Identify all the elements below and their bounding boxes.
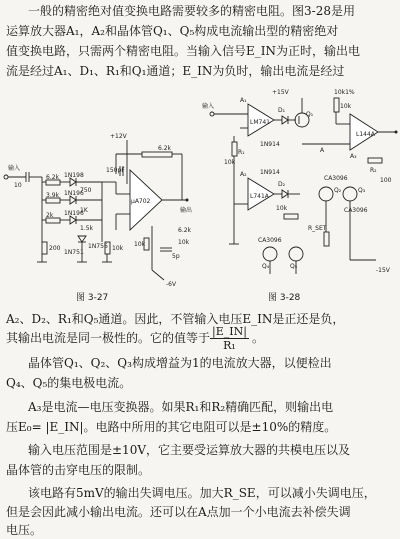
fig27-amp-label: μA702 xyxy=(131,198,151,205)
fig27-t1-label: 750 xyxy=(80,187,92,194)
fig27-r3-label: 2k xyxy=(46,212,54,219)
figure-3-27-schematic xyxy=(2,130,202,296)
fig27-r2-label: 3.9k xyxy=(46,192,60,199)
para4-line2: 压E₀= |E_IN|。电路中所用的其它电阻可以是±10%的精度。 xyxy=(6,420,337,434)
para3-line1: 晶体管Q₁、Q₂、Q₃构成增益为1的电流放大器，以便检出 xyxy=(28,356,332,370)
fig28-d914a-label: 1N914 xyxy=(260,141,280,148)
para2-line1: A₂、D₂、R₁和Q₅通道。因此，不管输入电压E_IN是正还是负， xyxy=(6,312,345,326)
fig27-d4-label: 1N756 xyxy=(88,243,108,250)
fig28-r10k-c: 10k xyxy=(340,103,352,110)
fraction-denominator: R₁ xyxy=(223,339,236,352)
fig28-q4-label: Q₄ xyxy=(262,263,270,270)
para2-fraction xyxy=(210,325,249,352)
para6-line3: 电压。 xyxy=(6,523,43,537)
fig27-output-label: 输出 xyxy=(180,207,193,214)
fig28-r100-label: 100 xyxy=(380,177,392,184)
fig27-r1-label: 6.2k xyxy=(46,174,60,181)
fig27-c1-label: 10 xyxy=(14,182,22,189)
para4-line1: A₃是电流—电压变换器。如果R₁和R₂精确匹配，则输出电 xyxy=(28,400,334,414)
fig28-ca2-label: CA3096 xyxy=(324,175,348,182)
fig28-ca1-label: CA3096 xyxy=(258,237,282,244)
fig27-d2-label: 1N196 xyxy=(64,190,84,197)
fig28-rset-label: R_SET xyxy=(308,225,327,232)
para1-line1: 一般的精密绝对值变换电路需要较多的精密电阻。图3-28是用 xyxy=(28,4,355,18)
fig27-vminus-label: -6V xyxy=(166,281,177,288)
fig27-d1-label: 1N198 xyxy=(64,172,84,179)
fig28-d1-label: D₁ xyxy=(278,107,286,114)
fig27-d3-label: 1N196 xyxy=(64,210,84,217)
fig28-r10k-a: 10k xyxy=(224,159,236,166)
fig28-q5-label: Q₅ xyxy=(290,263,298,270)
para1-line3: 值变换电路，只需两个精密电阻。当输入信号E_IN为正时，输出电 xyxy=(6,44,361,58)
fig28-q3-label: Q₃ xyxy=(358,187,366,194)
fig28-amp1-label: LM741 xyxy=(250,119,270,126)
fig28-caption: 图 3-28 xyxy=(268,293,301,303)
fig28-r1pct-top: 10k1% xyxy=(334,89,355,96)
fig28-ca3-label: CA3096 xyxy=(344,207,368,214)
fig28-r10k-b: 10k xyxy=(276,205,288,212)
fig27-r6-label: 10k xyxy=(112,245,124,252)
fig28-a3-label: A₃ xyxy=(350,153,357,160)
figure-3-28-schematic xyxy=(200,84,400,284)
fig28-amp3-label: L144A xyxy=(356,131,375,138)
fig27-vplus-label: +12V xyxy=(110,133,127,140)
fig28-input-label: 输入 xyxy=(202,103,215,110)
para1-line2: 运算放大器A₁，A₂和晶体管Q₁、Q₅构成电流输出型的精密绝对 xyxy=(6,24,339,38)
fig27-r5-label: 6.2k xyxy=(158,145,172,152)
fig28-vminus-label: -15V xyxy=(376,267,390,274)
fig28-r2-label: R₂ xyxy=(370,167,377,174)
fig28-d2-label: D₂ xyxy=(278,181,286,188)
fig27-c3-label: 5p xyxy=(172,253,180,260)
fig27-c2-label: 150pF xyxy=(106,167,125,174)
fig28-a2-label: A₂ xyxy=(240,171,247,178)
fig27-r8-label: 10k xyxy=(178,239,190,246)
para2-line2: 其输出电流是同一极性的。它的值等于 xyxy=(6,331,211,345)
para2-fraction-end: 。 xyxy=(252,331,265,345)
para3-line2: Q₄、Q₅的集电极电流。 xyxy=(6,376,132,390)
fig28-vplus-label: +15V xyxy=(272,89,289,96)
para1-line4: 流是经过A₁、D₁、R₁和Q₁通道；E_IN为负时，输出电流是经过 xyxy=(6,64,345,78)
fraction-numerator: |E_IN| xyxy=(212,325,247,338)
fig28-a1-label: A₁ xyxy=(240,97,247,104)
fig27-r9-label: 6.2k xyxy=(178,227,192,234)
fig27-t2-label: 1K xyxy=(80,207,88,214)
fig28-pa-label: A xyxy=(320,147,325,154)
fig27-caption: 图 3-27 xyxy=(76,293,109,303)
para5-line2: 晶体管的击穿电压的限制。 xyxy=(6,463,151,477)
fig27-r4-label: 200 xyxy=(49,245,61,252)
fig28-q2-label: Q₂ xyxy=(334,187,342,194)
fig27-r7-label: 10k xyxy=(134,241,146,248)
fig27-t3-label: 1.5k xyxy=(80,225,94,232)
fig28-d914b-label: 1N914 xyxy=(260,169,280,176)
para6-line1: 该电路有5mV的输出失调电压。加大R_SE，可以减小失调电压， xyxy=(28,486,376,500)
para5-line1: 输入电压范围是±10V，它主要受运算放大器的共模电压以及 xyxy=(28,443,350,457)
fig28-amp2-label: L741A xyxy=(250,193,269,200)
fig27-zd-label: 1N751 xyxy=(64,249,84,256)
fig27-input-label: 输入 xyxy=(8,165,21,172)
fig28-r1-label: R₁ xyxy=(238,149,245,156)
fig28-q1-label: Q₁ xyxy=(306,111,314,118)
para6-line2: 但是会因此减小输出电流。还可以在A点加一个小电流去补偿失调 xyxy=(6,505,351,519)
